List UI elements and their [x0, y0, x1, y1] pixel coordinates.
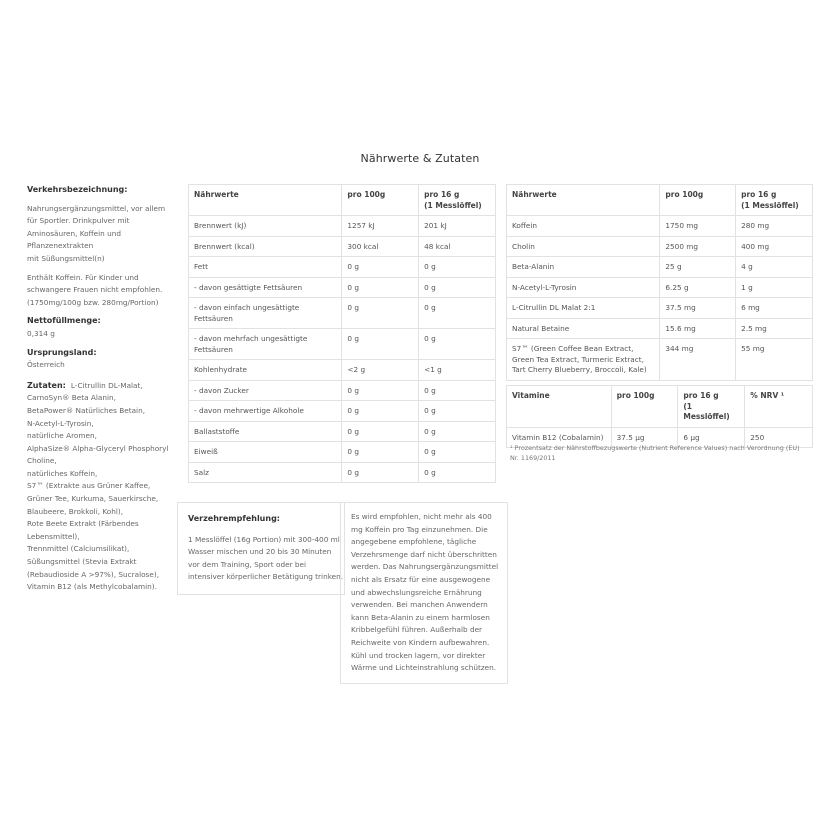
- table-cell: 0 g: [342, 380, 419, 401]
- table-cell: 0 g: [342, 442, 419, 463]
- table-cell: Ballaststoffe: [189, 421, 342, 442]
- verkehr-label: Verkehrsbezeichnung:: [27, 185, 128, 194]
- table-cell: 6 µg: [678, 427, 745, 448]
- zutaten-line: AlphaSize® Alpha-Glyceryl Phosphoryl: [27, 443, 169, 453]
- zutaten-line: L-Citrullin DL-Malat,: [70, 380, 143, 390]
- table-row: [507, 277, 813, 298]
- netto-value: 0,314 g: [27, 328, 55, 338]
- table-cell: Natural Betaine: [507, 318, 660, 339]
- table-row: [189, 329, 496, 360]
- table-cell: 6 mg: [736, 298, 813, 319]
- zutaten-line: (Rebaudioside A >97%), Sucralose),: [27, 569, 160, 579]
- table-cell: 344 mg: [660, 339, 736, 381]
- table-cell: 0 g: [419, 298, 496, 329]
- table-cell: Vitamin B12 (Cobalamin): [507, 427, 612, 448]
- table-cell: 0 g: [342, 462, 419, 483]
- table-cell: 0 g: [342, 401, 419, 422]
- zutaten-line: N-Acetyl-L-Tyrosin,: [27, 418, 94, 428]
- zutaten-line: Rote Beete Extrakt (Färbendes: [27, 519, 139, 529]
- table-cell: Fett: [189, 257, 342, 278]
- table-cell: - davon gesättigte Fettsäuren: [189, 277, 342, 298]
- table-header-cell: Nährwerte: [507, 185, 660, 216]
- table-cell: Eiweiß: [189, 442, 342, 463]
- page-title: Nährwerte & Zutaten: [360, 152, 480, 165]
- table-cell: 0 g: [419, 329, 496, 360]
- table-cell: 0 g: [419, 380, 496, 401]
- table-cell: 280 mg: [736, 216, 813, 237]
- table-cell: 15.6 mg: [660, 318, 736, 339]
- table-row: [189, 421, 496, 442]
- table-header-cell: Vitamine: [507, 386, 612, 428]
- table-row: [189, 462, 496, 483]
- table-row: [189, 360, 496, 381]
- table-cell: 250: [745, 427, 813, 448]
- zutaten-line: CarnoSyn® Beta Alanin,: [27, 393, 116, 403]
- table-header-cell: pro 16 g (1 Messlöffel): [736, 185, 813, 216]
- zutaten-line: Lebensmittel),: [27, 531, 80, 541]
- table-row: [507, 298, 813, 319]
- table-cell: Salz: [189, 462, 342, 483]
- table-cell: Beta-Alanin: [507, 257, 660, 278]
- table-cell: Kohlenhydrate: [189, 360, 342, 381]
- table-cell: 0 g: [419, 462, 496, 483]
- verzehrempfehlung-box: [177, 502, 345, 595]
- table-cell: 0 g: [419, 442, 496, 463]
- table-cell: 2500 mg: [660, 236, 736, 257]
- table-cell: 0 g: [342, 277, 419, 298]
- table-row: [507, 318, 813, 339]
- netto-label: Nettofüllmenge:: [27, 316, 101, 326]
- table-cell: N-Acetyl-L-Tyrosin: [507, 277, 660, 298]
- table-cell: Brennwert (kJ): [189, 216, 342, 237]
- hinweis-box: [340, 502, 508, 684]
- table-cell: - davon mehrfach ungesättigte Fettsäuren: [189, 329, 342, 360]
- table-header-cell: pro 100g: [611, 386, 678, 428]
- table-row: [189, 236, 496, 257]
- table-header-row: [507, 185, 813, 216]
- ursprung-value: Österreich: [27, 360, 65, 370]
- table-header-cell: pro 16 g (1 Messlöffel): [678, 386, 745, 428]
- table-cell: - davon mehrwertige Alkohole: [189, 401, 342, 422]
- zutaten-line: Trennmittel (Calciumsilikat),: [27, 544, 130, 554]
- table-cell: 0 g: [342, 329, 419, 360]
- table-header-row: [189, 185, 496, 216]
- hinweis-text: Es wird empfohlen, nicht mehr als 400 mg Koffein pro Tag einzunehmen. Die angegebene empfohlene, tägliche Verzehrsmenge darf nicht überschritten werden. Das Nahrungsergänzungsmittel nicht als Ersatz für eine ausgewogene und abwechslungsreiche Ernährung verwenden. Bei manchen Anwendern kann Beta-Alanin zu einem harmlosen Kribbelgefühl führen. Außerhalb der Reichweite von Kindern aufbewahren. Kühl und trocken lagern, vor direkter Wärme und Lichteinstrahlung schützen.: [351, 512, 499, 673]
- koffein-line: schwangere Frauen nicht empfohlen.: [27, 285, 163, 295]
- verzehr-text: 1 Messlöffel (16g Portion) mit 300-400 ml Wasser mischen und 20 bis 30 Minuten vor dem Training, Sport oder bei intensiver körperlicher Betätigung trinken.: [188, 534, 344, 582]
- table-header-cell: pro 100g: [660, 185, 736, 216]
- zutaten-label: Zutaten:: [27, 380, 66, 390]
- table-row: [507, 339, 813, 381]
- naehrwerte-table: [188, 184, 496, 483]
- zutaten-line: Vitamin B12 (als Methylcobalamin).: [27, 582, 157, 592]
- product-info-column: [27, 184, 173, 594]
- table-cell: 0 g: [419, 257, 496, 278]
- zutaten-line: Choline,: [27, 456, 57, 466]
- table-row: [189, 257, 496, 278]
- zutaten-line: natürliche Aromen,: [27, 431, 97, 441]
- table-cell: Koffein: [507, 216, 660, 237]
- verkehr-line: für Sportler. Drinkpulver mit: [27, 216, 130, 226]
- table-cell: <2 g: [342, 360, 419, 381]
- table-cell: 1750 mg: [660, 216, 736, 237]
- table-row: [507, 216, 813, 237]
- zutaten-line: Blaubeere, Brokkoli, Kohl),: [27, 506, 124, 516]
- table-header-cell: Nährwerte: [189, 185, 342, 216]
- verkehr-line: mit Süßungsmittel(n): [27, 253, 105, 263]
- table-cell: 0 g: [342, 257, 419, 278]
- table-cell: 2.5 mg: [736, 318, 813, 339]
- verkehr-line: Pflanzenextrakten: [27, 241, 94, 251]
- table-cell: 0 g: [419, 401, 496, 422]
- zutaten-line: S7™ (Extrakte aus Grüner Kaffee,: [27, 481, 151, 491]
- table-row: [189, 442, 496, 463]
- verkehr-line: Aminosäuren, Koffein und: [27, 228, 121, 238]
- table-cell: S7™ (Green Coffee Bean Extract, Green Tea Extract, Turmeric Extract, Tart Cherry Blueberry, Broccoli, Kale): [507, 339, 660, 381]
- zutaten-line: BetaPower® Natürliches Betain,: [27, 405, 146, 415]
- table-cell: 300 kcal: [342, 236, 419, 257]
- table-row: [189, 380, 496, 401]
- table-cell: <1 g: [419, 360, 496, 381]
- zutaten-line: Süßungsmittel (Stevia Extrakt: [27, 557, 137, 567]
- table-cell: L-Citrullin DL Malat 2:1: [507, 298, 660, 319]
- table-cell: Cholin: [507, 236, 660, 257]
- table-cell: 25 g: [660, 257, 736, 278]
- koffein-line: (1750mg/100g bzw. 280mg/Portion): [27, 297, 159, 307]
- table-row: [507, 257, 813, 278]
- ursprung-label: Ursprungsland:: [27, 347, 97, 357]
- koffein-line: Enthält Koffein. Für Kinder und: [27, 272, 139, 282]
- zutaten-line: natürliches Koffein,: [27, 468, 98, 478]
- table-cell: 55 mg: [736, 339, 813, 381]
- table-header-row: [507, 386, 813, 428]
- table-cell: 37.5 mg: [660, 298, 736, 319]
- vitamine-table: [506, 385, 813, 448]
- table-cell: 201 kJ: [419, 216, 496, 237]
- table-cell: 0 g: [419, 277, 496, 298]
- table-cell: 6.25 g: [660, 277, 736, 298]
- table-cell: 4 g: [736, 257, 813, 278]
- table-cell: 400 mg: [736, 236, 813, 257]
- table-row: [507, 236, 813, 257]
- table-cell: 48 kcal: [419, 236, 496, 257]
- table-row: [189, 277, 496, 298]
- table-header-cell: % NRV ¹: [745, 386, 813, 428]
- table-header-cell: pro 100g: [342, 185, 419, 216]
- verkehr-line: Nahrungsergänzungsmittel, vor allem: [27, 203, 166, 213]
- table-row: [189, 401, 496, 422]
- table-cell: 0 g: [419, 421, 496, 442]
- table-cell: - davon Zucker: [189, 380, 342, 401]
- zutaten-line: Grüner Tee, Kurkuma, Sauerkirsche,: [27, 494, 159, 504]
- wirkstoffe-table: [506, 184, 813, 381]
- table-header-cell: pro 16 g (1 Messlöffel): [419, 185, 496, 216]
- table-cell: Brennwert (kcal): [189, 236, 342, 257]
- verzehr-label: Verzehrempfehlung:: [188, 514, 280, 523]
- table-cell: 0 g: [342, 298, 419, 329]
- table-cell: 1 g: [736, 277, 813, 298]
- table-row: [189, 216, 496, 237]
- table-row: [189, 298, 496, 329]
- table-cell: - davon einfach ungesättigte Fettsäuren: [189, 298, 342, 329]
- nrv-footnote: ¹ Prozentsatz der Nährstoffbezugswerte (Nutrient Reference Values) nach Verordnung (EU) Nr. 1169/2011: [510, 444, 800, 462]
- table-cell: 1257 kJ: [342, 216, 419, 237]
- table-cell: 37.5 µg: [611, 427, 678, 448]
- table-cell: 0 g: [342, 421, 419, 442]
